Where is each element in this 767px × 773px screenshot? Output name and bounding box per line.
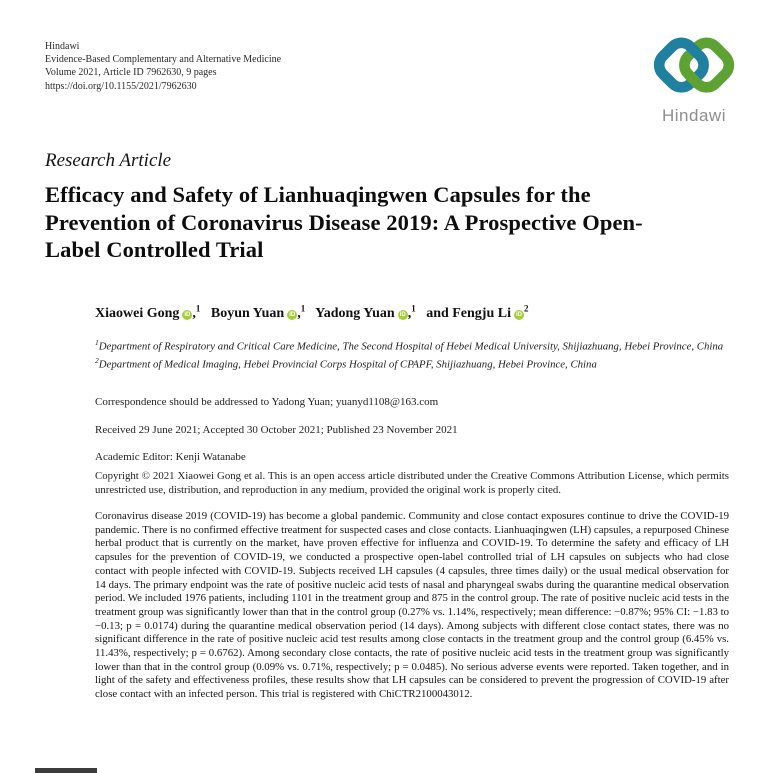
author-name: Boyun Yuan [210,305,285,321]
author-affiliation-sup: 1 [411,303,416,313]
orcid-icon: iD [184,311,191,318]
affiliation-item [95,354,729,372]
affiliation-sup: 2 [95,356,99,366]
orcid-icon: iD [516,311,522,318]
affiliations [95,336,729,372]
author [315,303,416,321]
article-type-label: Research Article [45,150,172,171]
orcid-icon: iD [289,311,296,318]
author [95,303,201,321]
author-line [95,303,536,322]
journal-header [45,40,281,93]
affiliation-text: Department of Medical Imaging, Hebei Provincial Corps Hospital of CPAPF, Shijiazhuang, Hebei Province, China [98,358,597,371]
author-affiliation-sup: 1 [195,303,201,313]
author-name: and Fengju Li [426,305,511,321]
publisher-name: Hindawi [45,41,80,52]
publisher-logo [646,34,742,126]
journal-doi-link: https://doi.org/10.1155/2021/7962630 [45,80,197,92]
author [426,303,529,321]
correspondence-line: Correspondence should be addressed to Yadong Yuan; yuanyd1108@163.com [95,396,439,408]
page-title: Efficacy and Safety of Lianhuaqingwen Capsules for the Prevention of Coronavirus Disease 2019: A Prospective Open-Label Controlled Trial [45,182,643,262]
author-separator: , [192,305,196,321]
author [210,303,306,321]
abstract-text: Coronavirus disease 2019 (COVID-19) has become a global pandemic. Community and close contact exposures continue to drive the COVID-19 pandemic. There is no confirmed effective treatment for suspected cases and close contacts. Lianhuaqingwen (LH) capsules, a repurposed Chinese herbal product that is currently on the market, have proven effective for influenza and COVID-19. To determine the safety and efficacy of LH capsules for the prevention of COVID-19, we conducted a prospective open-label controlled trial of LH capsules on subjects who had close contact with people infected with COVID-19. Subjects received LH capsules (4 capsules, three times daily) or the usual medical observation for 14 days. The primary endpoint was the rate of positive nucleic acid tests of nasal and pharyngeal swabs during the quarantine medical observation period. We included 1976 patients, including 1101 in the treatment group and 875 in the control group. The rate of positive nucleic acid tests in the treatment group was significantly lower than that in the control group (0.27% vs. 1.14%, respectively; mean difference: −0.87%; 95% CI: −1.83 to −0.13; p = 0.0174) during the quarantine medical observation period (14 days). Among subjects with different close contact states, there was no significant difference in the rate of positive nucleic acid test results among close contacts in the treatment group and the control group (6.45% vs. 11.43%, respectively; p = 0.6762). Among secondary close contacts, the rate of positive nucleic acid tests in the treatment group was significantly lower than that in the control group (0.09% vs. 0.71%, respectively; p = 0.0485). No serious adverse events were reported. Taken together, and in light of the safety and effectiveness profiles, these results show that LH capsules can be considered to prevent the progression of COVID-19 after close contact with an infected person. This trial is registered with ChiCTR2100043012. [95,510,729,701]
scan-edge-artifact [35,768,97,773]
author-name: Yadong Yuan [315,305,395,321]
affiliation-text: Department of Respiratory and Critical Care Medicine, The Second Hospital of Hebei Medical University, Shijiazhuang, Hebei Province, China [98,340,724,353]
journal-name: Evidence-Based Complementary and Alternative Medicine [45,54,282,66]
logo-wordmark: Hindawi [662,106,726,125]
hindawi-rings-icon [646,34,742,100]
dates-line: Received 29 June 2021; Accepted 30 October 2021; Published 23 November 2021 [95,424,458,436]
author-affiliation-sup: 2 [524,303,529,313]
journal-volume-line: Volume 2021, Article ID 7962630, 9 pages [45,67,217,79]
author-separator: , [297,305,301,321]
affiliation-item [95,336,729,354]
copyright-notice: Copyright © 2021 Xiaowei Gong et al. This is an open access article distributed under the Creative Commons Attribution License, which permits unrestricted use, distribution, and reproduction in any medium, provided the original work is properly cited. [95,470,729,497]
orcid-icon: iD [399,311,406,318]
author-affiliation-sup: 1 [300,303,306,313]
author-separator: , [407,305,412,321]
author-name: Xiaowei Gong [95,305,180,321]
academic-editor-line: Academic Editor: Kenji Watanabe [95,451,246,463]
affiliation-sup: 1 [95,338,99,347]
